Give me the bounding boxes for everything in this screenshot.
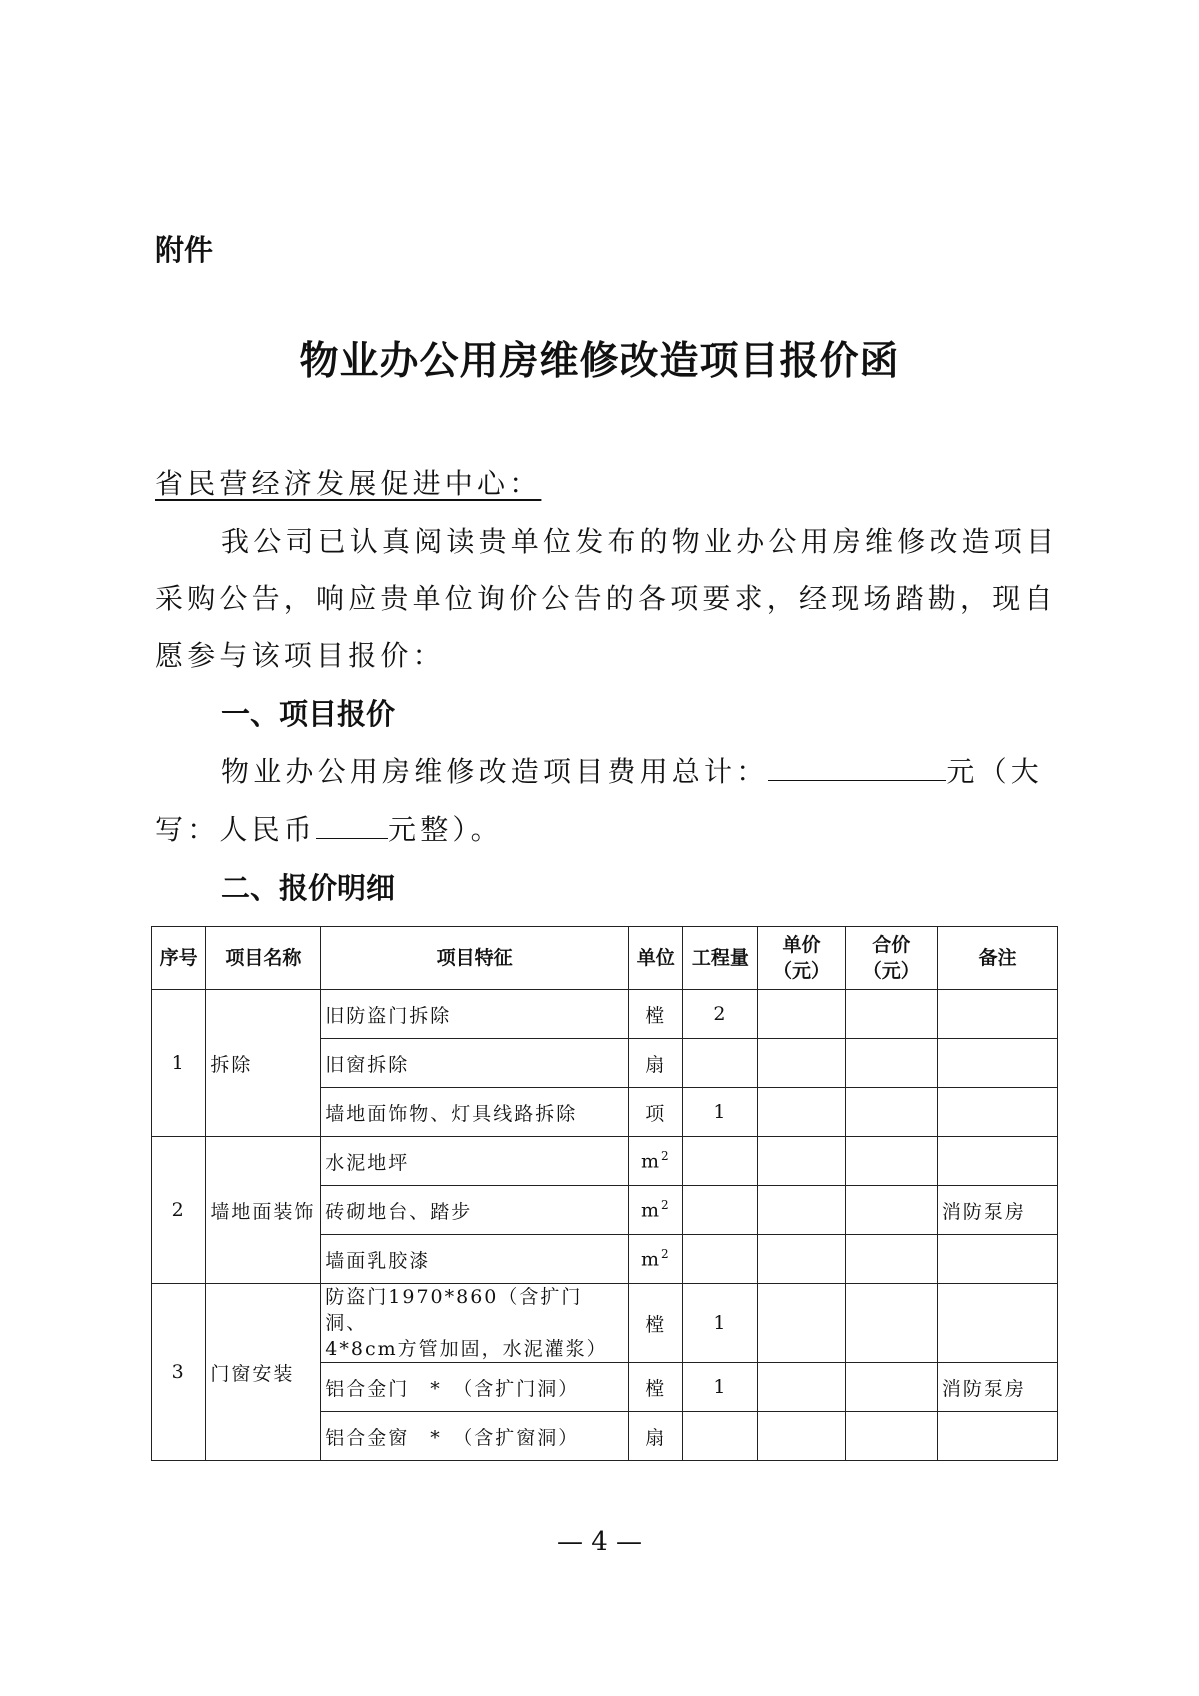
group-name: 墙地面装饰 xyxy=(206,1137,321,1284)
group-no: 2 xyxy=(152,1137,206,1284)
intro-line-3: 愿参与该项目报价： xyxy=(155,639,445,672)
item-qty xyxy=(683,1039,758,1088)
item-qty xyxy=(683,1235,758,1284)
item-qty xyxy=(683,1412,758,1461)
table-row xyxy=(152,1137,1058,1186)
item-unit-price[interactable] xyxy=(758,1284,845,1363)
section-1-heading: 一、项目报价 xyxy=(221,697,396,731)
col-header-unit: 单位 xyxy=(629,927,683,990)
item-unit-price[interactable] xyxy=(758,1186,845,1235)
item-unit xyxy=(629,1235,683,1284)
item-feature: 墙地面饰物、灯具线路拆除 xyxy=(321,1088,629,1137)
item-total-price[interactable] xyxy=(845,990,937,1039)
item-total-price[interactable] xyxy=(845,1235,937,1284)
item-unit-price[interactable] xyxy=(758,1039,845,1088)
total-price-line xyxy=(221,750,1043,790)
page-number: — 4 — xyxy=(556,1527,643,1557)
item-total-price[interactable] xyxy=(845,1137,937,1186)
table-row xyxy=(152,990,1058,1039)
col-header-feature: 项目特征 xyxy=(321,927,629,990)
item-qty xyxy=(683,1137,758,1186)
item-feature: 铝合金窗 * （含扩窗洞） xyxy=(321,1412,629,1461)
total-prefix: 物业办公用房维修改造项目费用总计： xyxy=(221,755,769,788)
price-detail-table xyxy=(151,926,1058,1461)
item-unit-price[interactable] xyxy=(758,1235,845,1284)
item-qty: 2 xyxy=(683,990,758,1039)
item-feature: 墙面乳胶漆 xyxy=(321,1235,629,1284)
item-feature: 铝合金门 * （含扩门洞） xyxy=(321,1363,629,1412)
col-header-no: 序号 xyxy=(152,927,206,990)
item-unit xyxy=(629,1137,683,1186)
item-unit: 樘 xyxy=(629,1363,683,1412)
item-unit: 扇 xyxy=(629,1412,683,1461)
words-suffix: 元整）。 xyxy=(388,813,503,846)
document-title: 物业办公用房维修改造项目报价函 xyxy=(299,339,900,384)
table-header-row xyxy=(152,927,1058,990)
item-feature: 砖砌地台、踏步 xyxy=(321,1186,629,1235)
words-prefix: 写：人民币 xyxy=(155,813,317,846)
item-feature: 旧防盗门拆除 xyxy=(321,990,629,1039)
item-feature: 旧窗拆除 xyxy=(321,1039,629,1088)
item-remark xyxy=(937,1088,1057,1137)
amount-in-words-line xyxy=(155,808,503,848)
item-qty: 1 xyxy=(683,1363,758,1412)
unit-price-currency: （元） xyxy=(772,960,830,982)
unit-superscript: 2 xyxy=(660,1149,671,1164)
item-unit xyxy=(629,1186,683,1235)
item-remark xyxy=(937,1235,1057,1284)
item-remark xyxy=(937,1284,1057,1363)
item-total-price[interactable] xyxy=(845,1363,937,1412)
group-no: 1 xyxy=(152,990,206,1137)
feature-line-2: 4*8cm方管加固，水泥灌浆） xyxy=(325,1338,608,1360)
unit-price-label: 单价 xyxy=(782,934,821,956)
col-header-total-price xyxy=(845,927,937,990)
item-remark: 消防泵房 xyxy=(937,1363,1057,1412)
item-qty xyxy=(683,1186,758,1235)
item-qty: 1 xyxy=(683,1284,758,1363)
item-remark xyxy=(937,1412,1057,1461)
col-header-remark: 备注 xyxy=(937,927,1057,990)
item-total-price[interactable] xyxy=(845,1088,937,1137)
item-unit-price[interactable] xyxy=(758,1412,845,1461)
item-total-price[interactable] xyxy=(845,1284,937,1363)
item-unit-price[interactable] xyxy=(758,1137,845,1186)
item-remark xyxy=(937,1137,1057,1186)
item-qty: 1 xyxy=(683,1088,758,1137)
item-unit: 扇 xyxy=(629,1039,683,1088)
amount-words-blank[interactable] xyxy=(316,812,388,839)
feature-line-1: 防盗门1970*860（含扩门洞、 xyxy=(325,1286,583,1334)
group-name: 门窗安装 xyxy=(206,1284,321,1461)
intro-line-1: 我公司已认真阅读贵单位发布的物业办公用房维修改造项目 xyxy=(221,525,1059,558)
total-price-label: 合价 xyxy=(872,934,911,956)
item-total-price[interactable] xyxy=(845,1039,937,1088)
total-amount-blank[interactable] xyxy=(768,754,946,781)
unit-superscript: 2 xyxy=(660,1247,671,1262)
col-header-name: 项目名称 xyxy=(206,927,321,990)
item-remark xyxy=(937,1039,1057,1088)
item-unit-price[interactable] xyxy=(758,1088,845,1137)
item-remark: 消防泵房 xyxy=(937,1186,1057,1235)
unit-superscript: 2 xyxy=(660,1198,671,1213)
unit-text: m xyxy=(640,1248,661,1271)
item-unit: 樘 xyxy=(629,990,683,1039)
section-2-heading: 二、报价明细 xyxy=(221,871,396,905)
item-unit: 项 xyxy=(629,1088,683,1137)
item-feature xyxy=(321,1284,629,1363)
item-unit-price[interactable] xyxy=(758,990,845,1039)
item-feature: 水泥地坪 xyxy=(321,1137,629,1186)
total-suffix: 元（大 xyxy=(946,755,1044,788)
item-total-price[interactable] xyxy=(845,1412,937,1461)
col-header-unit-price xyxy=(758,927,845,990)
unit-text: m xyxy=(640,1150,661,1173)
recipient: 省民营经济发展促进中心： xyxy=(155,467,542,500)
col-header-qty: 工程量 xyxy=(683,927,758,990)
group-no: 3 xyxy=(152,1284,206,1461)
item-unit: 樘 xyxy=(629,1284,683,1363)
group-name: 拆除 xyxy=(206,990,321,1137)
item-remark xyxy=(937,990,1057,1039)
attachment-label: 附件 xyxy=(155,233,214,267)
total-price-currency: （元） xyxy=(862,960,920,982)
unit-text: m xyxy=(640,1199,661,1222)
table-row xyxy=(152,1284,1058,1363)
item-unit-price[interactable] xyxy=(758,1363,845,1412)
item-total-price[interactable] xyxy=(845,1186,937,1235)
intro-line-2: 采购公告，响应贵单位询价公告的各项要求，经现场踏勘，现自 xyxy=(155,582,1057,615)
